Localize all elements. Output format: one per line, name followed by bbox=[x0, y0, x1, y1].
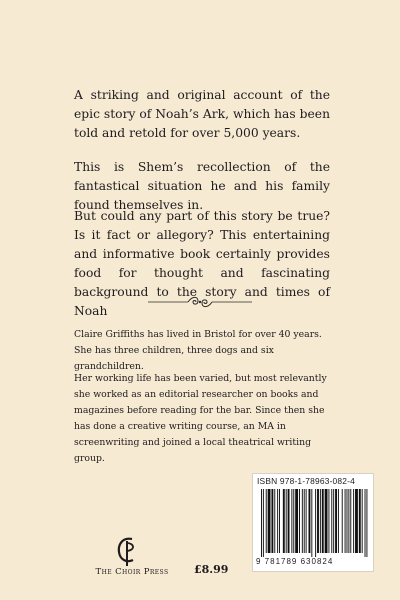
blurb-paragraph-3: But could any part of this story be true? Is it fact or allegory? This entertaining and informative book certainly provides food for thought and fascinating background to the story and times of Noah bbox=[74, 209, 330, 318]
author-bio-paragraph-2: Her working life has been varied, but most relevantly she worked as an editorial researcher on books and magazines before reading for the bar. Since then she has done a creative writing course, an MA in screenwriting and joined a local theatrical writing group. bbox=[74, 373, 327, 464]
barcode-icon bbox=[259, 489, 369, 557]
blurb-paragraph-2: This is Shem’s recollection of the fantastical situation he and his family found themselves in. bbox=[74, 160, 330, 212]
choir-press-logo-icon bbox=[116, 535, 138, 567]
isbn-barcode-block bbox=[252, 473, 374, 572]
flourish-divider-icon bbox=[148, 295, 252, 309]
blurb-paragraph-1: A striking and original account of the epic story of Noah’s Ark, which has been told and retold for over 5,000 years. bbox=[74, 88, 330, 140]
price-label: £8.99 bbox=[194, 563, 229, 576]
isbn-label: ISBN 978-1-78963-082-4 bbox=[257, 476, 355, 486]
author-bio-paragraph-1: Claire Griffiths has lived in Bristol for over 40 years. She has three children, three dogs and six grandchildren. bbox=[74, 329, 322, 372]
publisher-name: The Choir Press bbox=[95, 567, 169, 577]
barcode-digits: 9 781789 630824 bbox=[256, 557, 334, 566]
